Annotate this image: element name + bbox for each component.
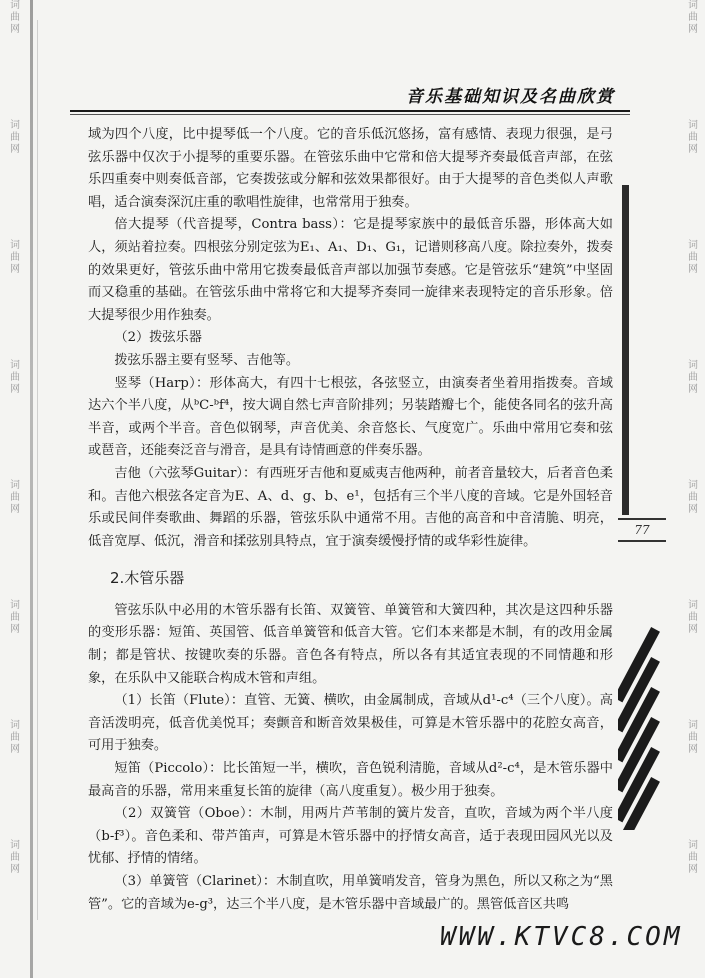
paragraph-flute: （1）长笛（Flute）：直管、无簧、横吹，由金属制成，音域从d¹-c⁴（三个八度）。高音活泼明亮，低音优美悦耳；奏颤音和断音效果极佳，可算是木管乐器中的花腔女高音，可用于独奏。 <box>88 693 613 754</box>
watermark-char: 曲 <box>688 852 698 863</box>
watermark-group <box>682 600 704 720</box>
watermark-char: 网 <box>688 504 698 515</box>
watermark-group <box>682 360 704 480</box>
paragraph-plucked-intro: 拨弦乐器主要有竖琴、吉他等。 <box>114 352 300 368</box>
watermark-char: 词 <box>10 0 20 11</box>
watermark-char: 曲 <box>688 492 698 503</box>
watermark-char: 曲 <box>10 12 20 23</box>
watermark-column-left <box>4 0 26 960</box>
watermark-char: 词 <box>10 240 20 251</box>
footer-site-url: WWW.KTVC8.COM <box>440 922 683 952</box>
watermark-group <box>4 480 26 600</box>
watermark-char: 网 <box>688 24 698 35</box>
watermark-group <box>682 840 704 960</box>
watermark-char: 曲 <box>688 252 698 263</box>
watermark-char: 词 <box>10 840 20 851</box>
watermark-char: 词 <box>10 360 20 371</box>
watermark-char: 词 <box>688 360 698 371</box>
watermark-char: 词 <box>688 120 698 131</box>
watermark-char: 词 <box>688 840 698 851</box>
watermark-group <box>682 240 704 360</box>
scan-binding-edge <box>30 0 33 978</box>
watermark-group <box>4 120 26 240</box>
watermark-char: 网 <box>688 144 698 155</box>
paragraph-contrabass: 倍大提琴（代音提琴，Contra bass）：它是提琴家族中的最低音乐器，形体高大如人，须站着拉奏。四根弦分别定弦为E₁、A₁、D₁、G₁，记谱则移高八度。除拉奏外，拨奏的效果更好，管弦乐曲中常用它拨奏最低音声部以加强节奏感。它是管弦乐“建筑”中坚固而又稳重的基础。在管弦乐曲中常将它和大提琴齐奏同一旋律来表现特定的音乐形象。倍大提琴很少用作独奏。 <box>88 217 613 323</box>
watermark-char: 网 <box>688 744 698 755</box>
watermark-char: 网 <box>688 264 698 275</box>
section-heading-woodwinds: 2.木管乐器 <box>110 569 185 588</box>
watermark-char: 网 <box>10 624 20 635</box>
watermark-char: 曲 <box>10 132 20 143</box>
watermark-char: 词 <box>688 600 698 611</box>
watermark-char: 曲 <box>10 852 20 863</box>
paragraph-guitar: 吉他（六弦琴Guitar）：有西班牙吉他和夏威夷吉他两种，前者音量较大，后者音色柔和。吉他六根弦各定音为E、A、d、g、b、e¹，包括有三个半八度的音域。它是外国轻音乐或民间伴奏歌曲、舞蹈的乐器，管弦乐队中通常不用。吉他的高音和中音清脆、明亮，低音宽厚、低沉，滑音和揉弦别具特点，宜于演奏缓慢抒情的或华彩性旋律。 <box>88 465 613 549</box>
watermark-char: 网 <box>10 264 20 275</box>
watermark-char: 曲 <box>10 612 20 623</box>
watermark-char: 曲 <box>10 372 20 383</box>
watermark-char: 曲 <box>688 732 698 743</box>
paragraph-woodwind-intro: 管弦乐队中必用的木管乐器有长笛、双簧管、单簧管和大簧四种，其次是这四种乐器的变形乐器：短笛、英国管、低音单簧管和低音大管。它们本来都是木制，有的改用金属制；都是管状、按键吹奏的乐器。音色各有特点，所以各有其适宜表现的不同情趣和形象，在乐队中又能联合构成木管和声组。 <box>88 602 613 686</box>
watermark-char: 曲 <box>10 492 20 503</box>
paragraph-cello-continued: 域为四个八度，比中提琴低一个八度。它的音乐低沉悠扬，富有感情、表现力很强，是弓弦乐器中仅次于小提琴的重要乐器。在管弦乐曲中它常和倍大提琴齐奏最低音声部，在弦乐四重奏中则奏低音部，它奏拨弦或分解和弦效果都很好。由于大提琴的音色类似人声歌唱，适合演奏深沉庄重的歌唱性旋律，也常常用于独奏。 <box>88 127 613 210</box>
page-number: 77 <box>618 518 666 542</box>
watermark-group <box>4 0 26 120</box>
paragraph-harp: 竖琴（Harp）：形体高大，有四十七根弦，各弦竖立，由演奏者坐着用指拨奏。音域达六个半八度，从ᵇC-ᵇf⁴，按大调自然七声音阶排列；另装踏瓣七个，能使各同名的弦升高半音，或两个半音。音色似钢琴，声音优美、余音悠长、气度宽广。乐曲中常用它奏和弦或琶音，还能奏泛音与滑音，是具有诗情画意的伴奏乐器。 <box>88 375 613 459</box>
watermark-char: 网 <box>10 24 20 35</box>
watermark-char: 词 <box>10 720 20 731</box>
margin-decorative-bar <box>622 185 629 515</box>
watermark-char: 曲 <box>688 372 698 383</box>
watermark-char: 网 <box>688 384 698 395</box>
watermark-group <box>4 720 26 840</box>
watermark-char: 网 <box>688 864 698 875</box>
watermark-group <box>4 360 26 480</box>
watermark-group <box>4 840 26 960</box>
decorative-stripes <box>618 600 668 830</box>
page-body <box>88 124 613 916</box>
watermark-char: 网 <box>10 144 20 155</box>
watermark-char: 词 <box>688 240 698 251</box>
watermark-char: 曲 <box>688 132 698 143</box>
header-rule <box>70 110 630 112</box>
watermark-char: 网 <box>10 504 20 515</box>
watermark-char: 词 <box>10 120 20 131</box>
watermark-char: 网 <box>10 864 20 875</box>
subheading-plucked-strings: （2）拨弦乐器 <box>114 330 202 346</box>
watermark-char: 网 <box>10 744 20 755</box>
watermark-char: 曲 <box>10 252 20 263</box>
watermark-char: 词 <box>10 480 20 491</box>
watermark-char: 曲 <box>688 12 698 23</box>
watermark-char: 词 <box>688 480 698 491</box>
header-rule-thin <box>70 114 630 115</box>
paragraph-clarinet: （3）单簧管（Clarinet）：木制直吹，用单簧哨发音，管身为黑色，所以又称之为“黑管”。它的音域为e-g³，达三个半八度，是木管乐器中音域最广的。黑管低音区共鸣 <box>88 874 613 912</box>
watermark-group <box>682 120 704 240</box>
watermark-group <box>682 720 704 840</box>
watermark-char: 词 <box>688 0 698 11</box>
paragraph-oboe: （2）双簧管（Oboe）：木制，用两片芦苇制的簧片发音，直吹，音域为两个半八度（b-f³）。音色柔和、带芦笛声，可算是木管乐器中的抒情女高音，适于表现田园风光以及忧郁、抒情的情绪。 <box>88 806 613 867</box>
watermark-char: 曲 <box>10 732 20 743</box>
scan-binding-line <box>37 20 38 920</box>
watermark-group <box>682 480 704 600</box>
watermark-group <box>4 600 26 720</box>
watermark-char: 词 <box>688 720 698 731</box>
watermark-group <box>4 240 26 360</box>
watermark-char: 词 <box>10 600 20 611</box>
watermark-char: 曲 <box>688 612 698 623</box>
watermark-group <box>682 0 704 120</box>
watermark-char: 网 <box>10 384 20 395</box>
paragraph-piccolo: 短笛（Piccolo）：比长笛短一半，横吹，音色锐利清脆，音域从d²-c⁴，是木管乐器中最高音的乐器，常用来重复长笛的旋律（高八度重复）。极少用于独奏。 <box>88 761 613 799</box>
watermark-char: 网 <box>688 624 698 635</box>
watermark-column-right <box>682 0 704 960</box>
running-header-title: 音乐基础知识及名曲欣赏 <box>406 87 615 107</box>
